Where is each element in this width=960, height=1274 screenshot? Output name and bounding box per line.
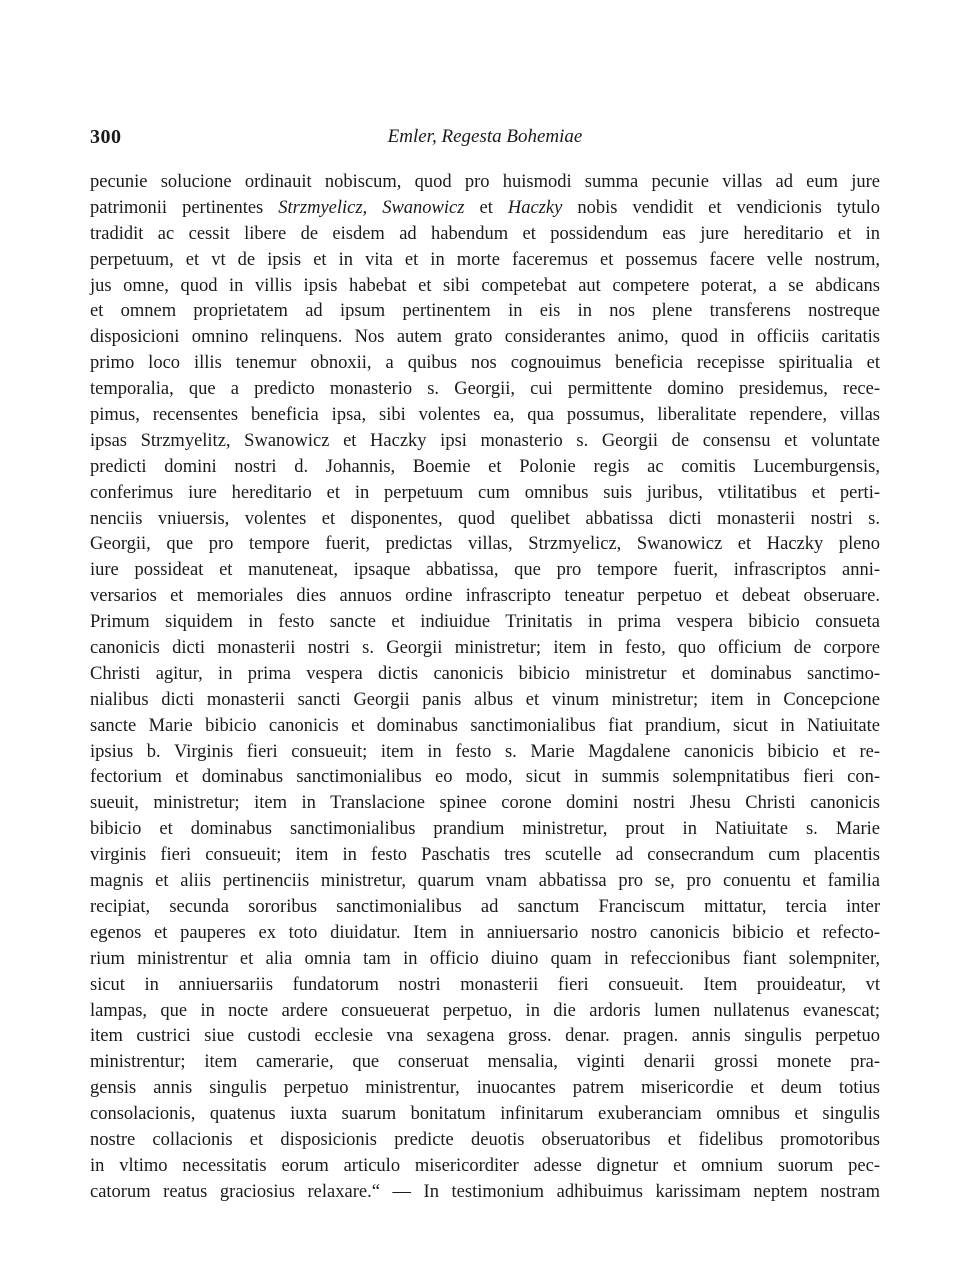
text-line: conferimus iure hereditario et in perpetuum cum omnibus suis juribus, vtilitatibus et perti-	[90, 482, 880, 503]
body-text	[90, 170, 880, 1206]
text-line: versarios et memoriales dies annuos ordine infrascripto teneatur perpetuo et debeat obseruare.	[90, 586, 880, 607]
text-line: Primum siquidem in festo sancte et indiuidue Trinitatis in prima vespera bibicio consueta	[90, 612, 880, 633]
text-line: predicti domini nostri d. Johannis, Boemie et Polonie regis ac comitis Lucemburgensis,	[90, 456, 880, 477]
text-line: Georgii, que pro tempore fuerit, predictas villas, Strzmyelicz, Swanowicz et Haczky pleno	[90, 534, 880, 555]
text-line: pecunie solucione ordinauit nobiscum, quod pro huismodi summa pecunie villas ad eum jure	[90, 172, 880, 192]
text-line: iure possideat et manuteneat, ipsaque abbatissa, que pro tempore fuerit, infrascriptos anni-	[90, 560, 880, 581]
text-line: catorum reatus graciosius relaxare.“ — In testimonium adhibuimus karissimam neptem nostram	[90, 1181, 880, 1202]
text-line: fectorium et dominabus sanctimonialibus eo modo, sicut in summis solempnitatibus fieri con-	[90, 767, 880, 788]
text-line: canonicis dicti monasterii nostri s. Georgii ministretur; item in festo, quo officium de corpore	[90, 638, 880, 659]
running-head	[90, 126, 880, 156]
running-title: Emler, Regesta Bohemiae	[387, 126, 583, 147]
text-line: sicut in anniuersariis fundatorum nostri monasterii fieri consueuit. Item prouideatur, vt	[90, 974, 880, 995]
text-line: magnis et aliis pertinenciis ministretur, quarum vnam abbatissa pro se, pro conuentu et familia	[90, 871, 880, 892]
page-number: 300	[90, 126, 122, 148]
text-line: temporalia, que a predicto monasterio s. Georgii, cui permittente domino presidemus, rece-	[90, 379, 880, 400]
text-line: consolacionis, quatenus iuxta suarum bonitatum infinitarum exuberanciam omnibus et singulis	[90, 1104, 880, 1125]
text-line: item custrici siue custodi ecclesie vna sexagena gross. denar. pragen. annis singulis perpetuo	[90, 1026, 880, 1047]
text-line: ipsas Strzmyelitz, Swanowicz et Haczky ipsi monasterio s. Georgii de consensu et voluntate	[90, 430, 880, 451]
text-line: disposicioni omnino relinquens. Nos autem grato considerantes animo, quod in officiis caritatis	[90, 327, 880, 348]
italic-name: Strzmyelicz,	[278, 197, 368, 218]
text-line: perpetuum, et vt de ipsis et in vita et in morte faceremus et possemus facere velle nostrum,	[90, 249, 880, 270]
text-line: egenos et pauperes ex toto diuidatur. Item in anniuersario nostro canonicis bibicio et refecto-	[90, 922, 880, 943]
text-line: nostre collacionis et disposicionis predicte deuotis obseruatoribus et fidelibus promotoribus	[90, 1129, 880, 1150]
text-line: primo loco illis tenemur obnoxii, a quibus nos cognouimus beneficia recepisse spiritualia et	[90, 353, 880, 374]
text-line: ipsius b. Virginis fieri consueuit; item in festo s. Marie Magdalene canonicis bibicio et re-	[90, 741, 880, 762]
text-line: virginis fieri consueuit; item in festo Paschatis tres scutelle ad consecrandum cum placentis	[90, 845, 880, 866]
text-line: bibicio et dominabus sanctimonialibus prandium ministretur, prout in Natiuitate s. Marie	[90, 819, 880, 840]
text-line: sancte Marie bibicio canonicis et dominabus sanctimonialibus fiat prandium, sicut in Natiuitate	[90, 715, 880, 736]
text-line: sueuit, ministretur; item in Translacione spinee corone domini nostri Jhesu Christi canonicis	[90, 793, 880, 814]
text-line: tradidit ac cessit libere de eisdem ad habendum et possidendum eas jure hereditario et in	[90, 223, 880, 244]
text-line: patrimonii pertinentes Strzmyelicz, Swanowicz et Haczky nobis vendidit et vendicionis tytulo	[90, 197, 880, 218]
text-line: gensis annis singulis perpetuo ministrentur, inuocantes patrem misericordie et deum totius	[90, 1078, 880, 1099]
text-line: recipiat, secunda sororibus sanctimonialibus ad sanctum Franciscum mittatur, tercia inter	[90, 896, 880, 917]
text-line: jus omne, quod in villis ipsis habebat et sibi competebat aut competere poterat, a se abdicans	[90, 275, 880, 296]
text-line: nenciis vniuersis, volentes et disponentes, quod quelibet abbatissa dicti monasterii nostri s.	[90, 508, 880, 529]
text-line: Christi agitur, in prima vespera dictis canonicis bibicio ministretur et dominabus sanctimo-	[90, 663, 880, 684]
text-line: rium ministrentur et alia omnia tam in officio diuino quam in refeccionibus fiant solempniter,	[90, 948, 880, 969]
italic-name: Swanowicz	[382, 197, 465, 218]
text-line: nialibus dicti monasterii sancti Georgii panis albus et vinum ministretur; item in Concepcione	[90, 689, 880, 710]
text-line: et omnem proprietatem ad ipsum pertinentem in eis in nos plene transferens nostreque	[90, 301, 880, 322]
text-line: lampas, que in nocte ardere consueuerat perpetuo, in die ardoris lumen nullatenus evanescat;	[90, 1000, 880, 1021]
text-line: pimus, recensentes beneficia ipsa, sibi volentes ea, qua possumus, liberalitate rependere, villas	[90, 405, 880, 426]
text-line: in vltimo necessitatis eorum articulo misericorditer adesse dignetur et omnium suorum pec-	[90, 1155, 880, 1176]
text-line: ministrentur; item camerarie, que conseruat mensalia, viginti denarii grossi monete pra-	[90, 1052, 880, 1073]
italic-name: Haczky	[507, 197, 563, 218]
